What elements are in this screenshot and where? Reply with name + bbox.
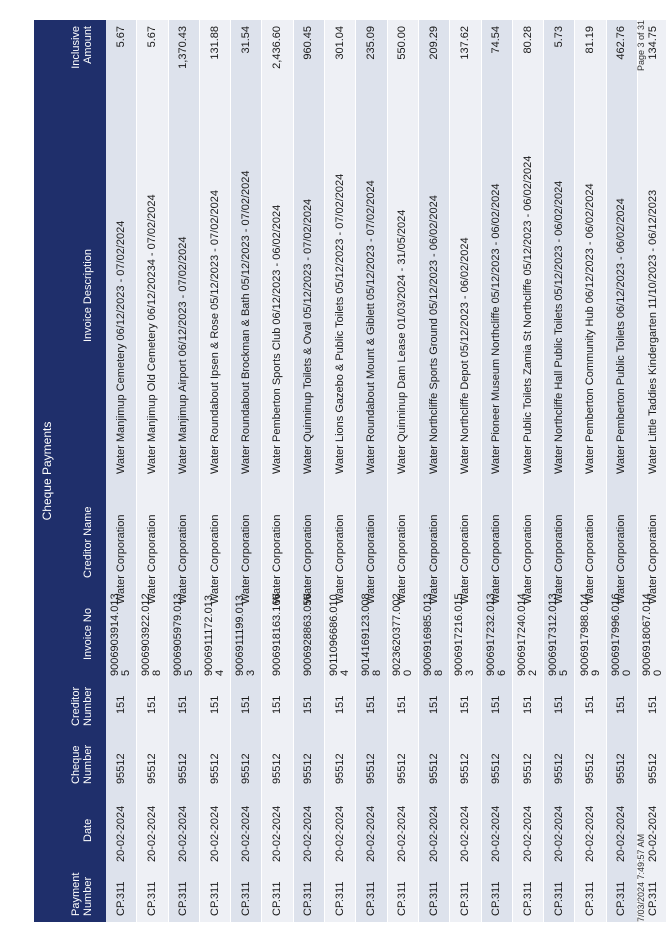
- inclusive-amount-cell: 960.45: [302, 26, 315, 60]
- invoice-description-cell: Water Pemberton Community Hub 06/12/2023 - 06/02/2024: [584, 183, 597, 474]
- invoice-description-cell: Water Roundabout Mount & Giblett 05/12/2023 - 07/02/2024: [365, 180, 378, 474]
- payment-number-cell: CP.311: [333, 881, 346, 916]
- inclusive-amount-cell: 81.19: [584, 26, 597, 54]
- invoice-description-cell: Water Manjimup Cemetery 06/12/2023 - 07/02/2024: [114, 220, 127, 474]
- invoice-description-cell: Water Manjimup Airport 06/12/2023 - 07/02/2024: [177, 236, 190, 474]
- date-cell: 20-02-2024: [615, 805, 628, 862]
- cheque-number-cell: 95512: [365, 753, 378, 784]
- invoice-number-cell: 9006917996.016 0: [609, 593, 633, 676]
- header-payment-number: Payment Number: [70, 872, 94, 916]
- creditor-name-cell: Water Corporation: [552, 514, 565, 604]
- creditor-name-cell: Water Corporation: [615, 514, 628, 604]
- invoice-number-cell: 9023620377.002 0: [390, 593, 414, 676]
- table-row: [607, 20, 638, 922]
- inclusive-amount-cell: 134.75: [646, 26, 659, 60]
- payment-number-cell: CP.311: [271, 881, 284, 916]
- invoice-description-cell: Water Pioneer Museum Northcliffe 05/12/2023 - 06/02/2024: [490, 183, 503, 474]
- creditor-number-cell: 151: [333, 695, 346, 714]
- table-row: [388, 20, 419, 922]
- creditor-number-cell: 151: [521, 695, 534, 714]
- payment-number-cell: CP.311: [615, 881, 628, 916]
- invoice-description-cell: Water Pemberton Sports Club 06/12/2023 - 06/02/2024: [271, 204, 284, 474]
- invoice-number-cell: 9014169123.008 8: [359, 593, 383, 676]
- invoice-description-cell: Water Roundabout Brockman & Bath 05/12/2023 - 07/02/2024: [239, 170, 252, 474]
- invoice-number-cell: 9006905979.013 5: [171, 593, 195, 676]
- invoice-description-cell: Water Northcliffe Depot 05/12/2023 - 06/02/2024: [458, 237, 471, 474]
- invoice-number-cell: 9006911199.013 3: [234, 595, 258, 676]
- creditor-number-cell: 151: [239, 695, 252, 714]
- payment-number-cell: CP.311: [490, 881, 503, 916]
- date-cell: 20-02-2024: [521, 805, 534, 862]
- invoice-number-cell: 9006917988.014 9: [578, 593, 602, 676]
- table-row: [262, 20, 293, 922]
- creditor-number-cell: 151: [302, 695, 315, 714]
- header-creditor-name: Creditor Name: [82, 506, 94, 578]
- table-row: [200, 20, 231, 922]
- table-row: [638, 20, 666, 922]
- table-header: [34, 20, 106, 922]
- date-cell: 20-02-2024: [427, 805, 440, 862]
- creditor-number-cell: 151: [584, 695, 597, 714]
- cheque-number-cell: 95512: [646, 753, 659, 784]
- inclusive-amount-cell: 137.62: [458, 26, 471, 60]
- date-cell: 20-02-2024: [177, 805, 190, 862]
- table-row: [450, 20, 481, 922]
- cheque-number-cell: 95512: [114, 753, 127, 784]
- inclusive-amount-cell: 550.00: [396, 26, 409, 60]
- inclusive-amount-cell: 131.88: [208, 26, 221, 60]
- invoice-number-cell: 9011096686.010 4: [328, 594, 352, 676]
- cheque-number-cell: 95512: [458, 753, 471, 784]
- payment-number-cell: CP.311: [584, 881, 597, 916]
- payment-number-cell: CP.311: [552, 881, 565, 916]
- date-cell: 20-02-2024: [646, 805, 659, 862]
- creditor-number-cell: 151: [145, 695, 158, 714]
- invoice-number-cell: 9006917216.015 3: [453, 593, 477, 676]
- cheque-number-cell: 95512: [208, 753, 221, 784]
- payment-number-cell: CP.311: [145, 881, 158, 916]
- payment-number-cell: CP.311: [114, 881, 127, 916]
- date-cell: 20-02-2024: [365, 805, 378, 862]
- creditor-number-cell: 151: [458, 695, 471, 714]
- creditor-name-cell: Water Corporation: [396, 514, 409, 604]
- creditor-name-cell: Water Corporation: [271, 514, 284, 604]
- inclusive-amount-cell: 235.09: [365, 26, 378, 60]
- header-date: Date: [82, 818, 94, 842]
- invoice-description-cell: Water Quinninup Dam Lease 01/03/2024 - 31/05/2024: [396, 209, 409, 474]
- page-indicator: Page 3 of 31: [636, 20, 646, 72]
- creditor-name-cell: Water Corporation: [114, 514, 127, 604]
- header-inclusive-amount: Inclusive Amount: [70, 26, 94, 69]
- date-cell: 20-02-2024: [552, 805, 565, 862]
- table-row: [356, 20, 387, 922]
- inclusive-amount-cell: 80.28: [521, 26, 534, 54]
- invoice-number-cell: 9006918163.166: [271, 593, 284, 676]
- payment-number-cell: CP.311: [396, 881, 409, 916]
- table-body: [106, 20, 666, 922]
- invoice-description-cell: Water Pemberton Public Toilets 06/12/2023 - 06/02/2024: [615, 198, 628, 474]
- payment-number-cell: CP.311: [521, 881, 534, 916]
- print-timestamp: 7/03/2024 7:49:57 AM: [636, 833, 646, 922]
- creditor-name-cell: Water Corporation: [646, 514, 659, 604]
- creditor-number-cell: 151: [646, 695, 659, 714]
- date-cell: 20-02-2024: [396, 805, 409, 862]
- table-row: [482, 20, 513, 922]
- header-invoice-description: Invoice Description: [82, 249, 94, 342]
- cheque-number-cell: 95512: [552, 753, 565, 784]
- invoice-description-cell: Water Roundabout Ipsen & Rose 05/12/2023 - 07/02/2024: [208, 190, 221, 474]
- date-cell: 20-02-2024: [458, 805, 471, 862]
- creditor-number-cell: 151: [427, 695, 440, 714]
- creditor-name-cell: Water Corporation: [584, 514, 597, 604]
- date-cell: 20-02-2024: [208, 805, 221, 862]
- invoice-number-cell: 9006928863.056: [302, 593, 315, 676]
- cheque-number-cell: 95512: [615, 753, 628, 784]
- invoice-number-cell: 9006917240.014 2: [516, 593, 539, 676]
- table-row: [325, 20, 356, 922]
- inclusive-amount-cell: 5.73: [552, 26, 565, 48]
- cheque-number-cell: 95512: [427, 753, 440, 784]
- creditor-name-cell: Water Corporation: [490, 514, 503, 604]
- invoice-number-cell: 9006911172.013 4: [203, 595, 227, 676]
- creditor-name-cell: Water Corporation: [208, 514, 221, 604]
- creditor-name-cell: Water Corporation: [458, 514, 471, 604]
- date-cell: 20-02-2024: [333, 805, 346, 862]
- creditor-name-cell: Water Corporation: [333, 514, 346, 604]
- date-cell: 20-02-2024: [490, 805, 503, 862]
- creditor-number-cell: 151: [365, 695, 378, 714]
- invoice-number-cell: 9006903914.013 5: [109, 593, 133, 676]
- invoice-number-cell: 9006917312.013 5: [547, 593, 571, 676]
- payment-number-cell: CP.311: [458, 881, 471, 916]
- table-row: [544, 20, 575, 922]
- inclusive-amount-cell: 31.54: [239, 26, 252, 54]
- cheque-number-cell: 95512: [145, 753, 158, 784]
- payment-number-cell: CP.311: [177, 881, 190, 916]
- inclusive-amount-cell: 74.54: [490, 26, 503, 54]
- date-cell: 20-02-2024: [239, 805, 252, 862]
- inclusive-amount-cell: 301.04: [333, 26, 346, 60]
- cheque-number-cell: 95512: [396, 753, 409, 784]
- payment-number-cell: CP.311: [239, 881, 252, 916]
- cheque-number-cell: 95512: [302, 753, 315, 784]
- invoice-description-cell: Water Quinninup Toilets & Oval 05/12/2023 - 07/02/2024: [302, 198, 315, 474]
- cheque-number-cell: 95512: [584, 753, 597, 784]
- invoice-description-cell: Water Lions Gazebo & Public Toilets 05/12/2023 - 07/02/2024: [333, 173, 346, 474]
- inclusive-amount-cell: 5.67: [114, 26, 127, 48]
- inclusive-amount-cell: 5.67: [145, 26, 158, 48]
- creditor-number-cell: 151: [490, 695, 503, 714]
- payment-number-cell: CP.311: [208, 881, 221, 916]
- inclusive-amount-cell: 2,436.60: [271, 26, 284, 69]
- invoice-description-cell: Water Northcliffe Sports Ground 05/12/2023 - 06/02/2024: [427, 195, 440, 474]
- date-cell: 20-02-2024: [584, 805, 597, 862]
- creditor-number-cell: 151: [208, 695, 221, 714]
- creditor-name-cell: Water Corporation: [302, 514, 315, 604]
- payment-number-cell: CP.311: [365, 881, 378, 916]
- date-cell: 20-02-2024: [302, 805, 315, 862]
- header-invoice-no: Invoice No: [82, 608, 94, 660]
- creditor-name-cell: Water Corporation: [427, 514, 440, 604]
- invoice-number-cell: 9006917232.013 6: [484, 593, 508, 676]
- creditor-name-cell: Water Corporation: [521, 514, 534, 604]
- table-row: [106, 20, 137, 922]
- date-cell: 20-02-2024: [114, 805, 127, 862]
- creditor-name-cell: Water Corporation: [239, 514, 252, 604]
- cheque-number-cell: 95512: [333, 753, 346, 784]
- header-cheque-number: Cheque Number: [70, 744, 94, 784]
- cheque-number-cell: 95512: [490, 753, 503, 784]
- invoice-number-cell: 9006916985.013 8: [422, 593, 446, 676]
- payment-number-cell: CP.311: [427, 881, 440, 916]
- creditor-number-cell: 151: [114, 695, 127, 714]
- cheque-number-cell: 95512: [521, 753, 534, 784]
- table-row: [419, 20, 450, 922]
- invoice-description-cell: Water Northcliffe Hall Public Toilets 05/12/2023 - 06/02/2024: [552, 180, 565, 474]
- table-row: [137, 20, 168, 922]
- cheque-number-cell: 95512: [177, 753, 190, 784]
- invoice-number-cell: 9006918067.014 0: [641, 593, 665, 676]
- cheque-number-cell: 95512: [271, 753, 284, 784]
- creditor-name-cell: Water Corporation: [145, 514, 158, 604]
- inclusive-amount-cell: 462.76: [615, 26, 628, 60]
- table-row: [231, 20, 262, 922]
- header-creditor-number: Creditor Number: [70, 686, 94, 726]
- creditor-number-cell: 151: [271, 695, 284, 714]
- cheque-number-cell: 95512: [239, 753, 252, 784]
- table-row: [513, 20, 544, 922]
- invoice-description-cell: Water Public Toilets Zamia St Northcliffe 05/12/2023 - 06/02/2024: [521, 155, 534, 474]
- inclusive-amount-cell: 209.29: [427, 26, 440, 60]
- invoice-description-cell: Water Manjimup Old Cemetery 06/12/20234 - 07/02/2024: [145, 194, 158, 474]
- creditor-number-cell: 151: [615, 695, 628, 714]
- payment-number-cell: CP.311: [646, 881, 659, 916]
- payment-number-cell: CP.311: [302, 881, 315, 916]
- invoice-number-cell: 9006903922.012 8: [140, 593, 164, 676]
- invoice-description-cell: Water Little Taddies Kindergarten 11/10/2023 - 06/12/2023: [646, 189, 659, 474]
- creditor-number-cell: 151: [177, 695, 190, 714]
- creditor-name-cell: Water Corporation: [365, 514, 378, 604]
- creditor-number-cell: 151: [396, 695, 409, 714]
- creditor-name-cell: Water Corporation: [177, 514, 190, 604]
- inclusive-amount-cell: 1,370.43: [177, 26, 190, 69]
- table-row: [575, 20, 606, 922]
- date-cell: 20-02-2024: [271, 805, 284, 862]
- date-cell: 20-02-2024: [145, 805, 158, 862]
- creditor-number-cell: 151: [552, 695, 565, 714]
- table-row: [169, 20, 200, 922]
- report-title: Cheque Payments: [40, 421, 54, 521]
- table-row: [294, 20, 325, 922]
